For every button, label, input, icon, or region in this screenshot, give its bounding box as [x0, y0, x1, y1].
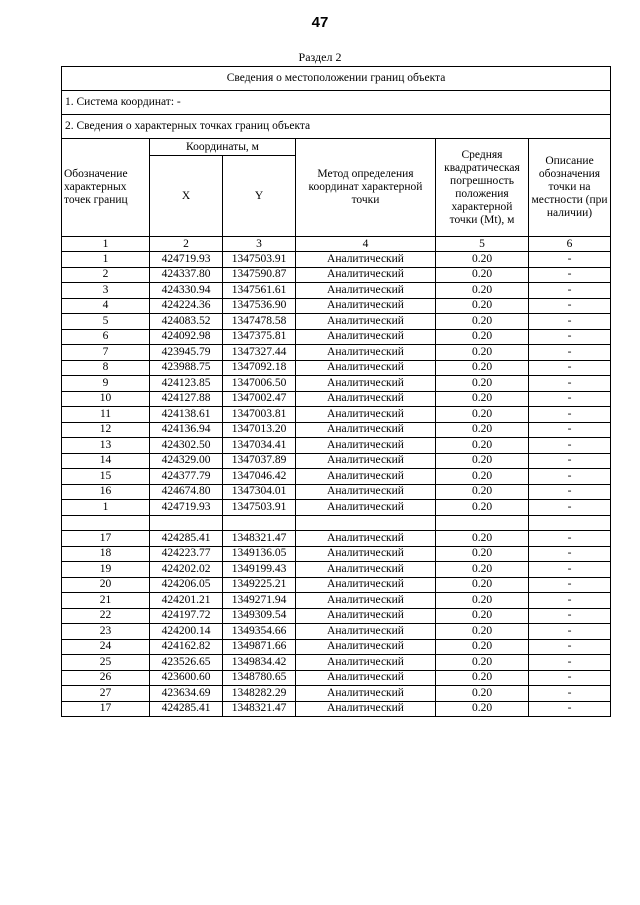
- method-cell: Аналитический: [296, 593, 436, 609]
- error-cell: 0.20: [436, 546, 529, 562]
- description-cell: -: [529, 531, 611, 547]
- y-coordinate-cell: 1348780.65: [223, 670, 296, 686]
- point-id-cell: 2: [62, 267, 150, 283]
- method-cell: Аналитический: [296, 329, 436, 345]
- error-cell: 0.20: [436, 267, 529, 283]
- error-cell: 0.20: [436, 670, 529, 686]
- column-number: 1: [62, 237, 150, 252]
- error-cell: 0.20: [436, 577, 529, 593]
- point-id-cell: 24: [62, 639, 150, 655]
- table-row: [62, 531, 611, 547]
- method-cell: Аналитический: [296, 391, 436, 407]
- y-coordinate-cell: 1347561.61: [223, 283, 296, 299]
- table-row: [62, 267, 611, 283]
- point-id-cell: 1: [62, 252, 150, 268]
- method-cell: Аналитический: [296, 577, 436, 593]
- y-coordinate-cell: 1347590.87: [223, 267, 296, 283]
- method-cell: Аналитический: [296, 422, 436, 438]
- description-cell: -: [529, 252, 611, 268]
- x-coordinate-cell: 424719.93: [150, 252, 223, 268]
- description-cell: -: [529, 577, 611, 593]
- method-cell: Аналитический: [296, 360, 436, 376]
- description-cell: -: [529, 345, 611, 361]
- error-cell: 0.20: [436, 407, 529, 423]
- method-cell: Аналитический: [296, 624, 436, 640]
- error-cell: 0.20: [436, 298, 529, 314]
- y-coordinate-cell: 1349871.66: [223, 639, 296, 655]
- header-method: Метод определения координат характерной точки: [296, 139, 436, 237]
- error-cell: 0.20: [436, 639, 529, 655]
- error-cell: 0.20: [436, 283, 529, 299]
- x-coordinate-cell: 424197.72: [150, 608, 223, 624]
- method-cell: Аналитический: [296, 267, 436, 283]
- y-coordinate-cell: 1349354.66: [223, 624, 296, 640]
- x-coordinate-cell: 424092.98: [150, 329, 223, 345]
- description-cell: -: [529, 360, 611, 376]
- method-cell: Аналитический: [296, 283, 436, 299]
- table-row: [62, 608, 611, 624]
- y-coordinate-cell: 1347006.50: [223, 376, 296, 392]
- error-cell: 0.20: [436, 469, 529, 485]
- points-caption: 2. Сведения о характерных точках границ объекта: [62, 115, 611, 139]
- point-id-cell: [62, 515, 150, 531]
- table-row: [62, 376, 611, 392]
- description-cell: -: [529, 562, 611, 578]
- table-row: [62, 252, 611, 268]
- description-cell: -: [529, 608, 611, 624]
- x-coordinate-cell: 424083.52: [150, 314, 223, 330]
- x-coordinate-cell: 424377.79: [150, 469, 223, 485]
- x-coordinate-cell: 424202.02: [150, 562, 223, 578]
- table-row: [62, 438, 611, 454]
- error-cell: 0.20: [436, 314, 529, 330]
- description-cell: -: [529, 500, 611, 516]
- y-coordinate-cell: 1347478.58: [223, 314, 296, 330]
- error-cell: 0.20: [436, 562, 529, 578]
- table-row: [62, 515, 611, 531]
- point-id-cell: 7: [62, 345, 150, 361]
- table-row: [62, 283, 611, 299]
- y-coordinate-cell: 1347375.81: [223, 329, 296, 345]
- point-id-cell: 8: [62, 360, 150, 376]
- point-id-cell: 17: [62, 701, 150, 717]
- page-number: 47: [311, 14, 329, 31]
- table-row: [62, 624, 611, 640]
- description-cell: -: [529, 376, 611, 392]
- header-mean-error: Средняя квадратическая погрешность положения характерной точки (Mt), м: [436, 139, 529, 237]
- table-row: [62, 484, 611, 500]
- header-coordinates: Координаты, м: [150, 139, 296, 156]
- error-cell: 0.20: [436, 360, 529, 376]
- table-row: [62, 655, 611, 671]
- x-coordinate-cell: 424719.93: [150, 500, 223, 516]
- method-cell: Аналитический: [296, 345, 436, 361]
- error-cell: [436, 515, 529, 531]
- description-cell: -: [529, 670, 611, 686]
- x-coordinate-cell: 424302.50: [150, 438, 223, 454]
- method-cell: Аналитический: [296, 608, 436, 624]
- method-cell: Аналитический: [296, 469, 436, 485]
- y-coordinate-cell: 1347304.01: [223, 484, 296, 500]
- point-id-cell: 15: [62, 469, 150, 485]
- y-coordinate-cell: 1348282.29: [223, 686, 296, 702]
- description-cell: -: [529, 407, 611, 423]
- table-row: [62, 407, 611, 423]
- point-id-cell: 10: [62, 391, 150, 407]
- x-coordinate-cell: 424285.41: [150, 531, 223, 547]
- error-cell: 0.20: [436, 329, 529, 345]
- boundary-table: [61, 66, 611, 717]
- x-coordinate-cell: 424162.82: [150, 639, 223, 655]
- column-number: 3: [223, 237, 296, 252]
- x-coordinate-cell: 424224.36: [150, 298, 223, 314]
- y-coordinate-cell: 1347046.42: [223, 469, 296, 485]
- method-cell: Аналитический: [296, 438, 436, 454]
- method-cell: Аналитический: [296, 453, 436, 469]
- method-cell: Аналитический: [296, 546, 436, 562]
- x-coordinate-cell: 423634.69: [150, 686, 223, 702]
- description-cell: -: [529, 624, 611, 640]
- description-cell: -: [529, 469, 611, 485]
- description-cell: -: [529, 546, 611, 562]
- description-cell: -: [529, 329, 611, 345]
- point-id-cell: 22: [62, 608, 150, 624]
- x-coordinate-cell: 424127.88: [150, 391, 223, 407]
- error-cell: 0.20: [436, 252, 529, 268]
- description-cell: -: [529, 639, 611, 655]
- x-coordinate-cell: 424329.00: [150, 453, 223, 469]
- table-row: [62, 593, 611, 609]
- description-cell: -: [529, 267, 611, 283]
- point-id-cell: 14: [62, 453, 150, 469]
- description-cell: -: [529, 283, 611, 299]
- error-cell: 0.20: [436, 701, 529, 717]
- method-cell: Аналитический: [296, 701, 436, 717]
- description-cell: -: [529, 453, 611, 469]
- point-id-cell: 23: [62, 624, 150, 640]
- header-y: Y: [223, 156, 296, 237]
- point-id-cell: 13: [62, 438, 150, 454]
- error-cell: 0.20: [436, 531, 529, 547]
- table-row: [62, 639, 611, 655]
- error-cell: 0.20: [436, 345, 529, 361]
- point-id-cell: 17: [62, 531, 150, 547]
- y-coordinate-cell: 1349834.42: [223, 655, 296, 671]
- x-coordinate-cell: 423945.79: [150, 345, 223, 361]
- point-id-cell: 20: [62, 577, 150, 593]
- method-cell: Аналитический: [296, 376, 436, 392]
- column-number: 2: [150, 237, 223, 252]
- table-row: [62, 453, 611, 469]
- table-row: [62, 314, 611, 330]
- method-cell: Аналитический: [296, 484, 436, 500]
- table-row: [62, 686, 611, 702]
- error-cell: 0.20: [436, 624, 529, 640]
- method-cell: Аналитический: [296, 314, 436, 330]
- y-coordinate-cell: 1347037.89: [223, 453, 296, 469]
- description-cell: -: [529, 438, 611, 454]
- y-coordinate-cell: 1347536.90: [223, 298, 296, 314]
- method-cell: Аналитический: [296, 639, 436, 655]
- method-cell: [296, 515, 436, 531]
- y-coordinate-cell: 1347003.81: [223, 407, 296, 423]
- point-id-cell: 5: [62, 314, 150, 330]
- x-coordinate-cell: 424223.77: [150, 546, 223, 562]
- x-coordinate-cell: 424138.61: [150, 407, 223, 423]
- y-coordinate-cell: 1347503.91: [223, 252, 296, 268]
- description-cell: -: [529, 314, 611, 330]
- column-number: 6: [529, 237, 611, 252]
- y-coordinate-cell: 1349271.94: [223, 593, 296, 609]
- table-row: [62, 298, 611, 314]
- x-coordinate-cell: 424330.94: [150, 283, 223, 299]
- column-number: 5: [436, 237, 529, 252]
- table-row: [62, 701, 611, 717]
- y-coordinate-cell: 1347327.44: [223, 345, 296, 361]
- y-coordinate-cell: 1347503.91: [223, 500, 296, 516]
- coordinate-system: 1. Система координат: -: [62, 91, 611, 115]
- method-cell: Аналитический: [296, 686, 436, 702]
- point-id-cell: 19: [62, 562, 150, 578]
- y-coordinate-cell: 1348321.47: [223, 701, 296, 717]
- point-id-cell: 9: [62, 376, 150, 392]
- y-coordinate-cell: 1347092.18: [223, 360, 296, 376]
- method-cell: Аналитический: [296, 562, 436, 578]
- table-row: [62, 329, 611, 345]
- point-id-cell: 26: [62, 670, 150, 686]
- error-cell: 0.20: [436, 438, 529, 454]
- method-cell: Аналитический: [296, 500, 436, 516]
- table-row: [62, 345, 611, 361]
- point-id-cell: 12: [62, 422, 150, 438]
- table-row: [62, 500, 611, 516]
- point-id-cell: 16: [62, 484, 150, 500]
- table-row: [62, 422, 611, 438]
- x-coordinate-cell: 424285.41: [150, 701, 223, 717]
- error-cell: 0.20: [436, 500, 529, 516]
- error-cell: 0.20: [436, 686, 529, 702]
- description-cell: -: [529, 686, 611, 702]
- point-id-cell: 18: [62, 546, 150, 562]
- description-cell: [529, 515, 611, 531]
- error-cell: 0.20: [436, 391, 529, 407]
- error-cell: 0.20: [436, 453, 529, 469]
- x-coordinate-cell: 424123.85: [150, 376, 223, 392]
- x-coordinate-cell: 424337.80: [150, 267, 223, 283]
- description-cell: -: [529, 484, 611, 500]
- header-x: X: [150, 156, 223, 237]
- table-row: [62, 577, 611, 593]
- description-cell: -: [529, 298, 611, 314]
- x-coordinate-cell: 423988.75: [150, 360, 223, 376]
- method-cell: Аналитический: [296, 655, 436, 671]
- section-label: Раздел 2: [298, 50, 342, 64]
- table-row: [62, 391, 611, 407]
- x-coordinate-cell: 424674.80: [150, 484, 223, 500]
- table-body: [62, 252, 611, 717]
- x-coordinate-cell: 424136.94: [150, 422, 223, 438]
- error-cell: 0.20: [436, 655, 529, 671]
- table-row: [62, 469, 611, 485]
- y-coordinate-cell: 1349136.05: [223, 546, 296, 562]
- point-id-cell: 11: [62, 407, 150, 423]
- point-id-cell: 27: [62, 686, 150, 702]
- y-coordinate-cell: 1349199.43: [223, 562, 296, 578]
- method-cell: Аналитический: [296, 670, 436, 686]
- error-cell: 0.20: [436, 593, 529, 609]
- method-cell: Аналитический: [296, 298, 436, 314]
- table-row: [62, 360, 611, 376]
- column-number: 4: [296, 237, 436, 252]
- point-id-cell: 25: [62, 655, 150, 671]
- error-cell: 0.20: [436, 608, 529, 624]
- error-cell: 0.20: [436, 422, 529, 438]
- x-coordinate-cell: 424201.21: [150, 593, 223, 609]
- y-coordinate-cell: 1349309.54: [223, 608, 296, 624]
- method-cell: Аналитический: [296, 407, 436, 423]
- method-cell: Аналитический: [296, 531, 436, 547]
- y-coordinate-cell: 1348321.47: [223, 531, 296, 547]
- y-coordinate-cell: [223, 515, 296, 531]
- table-title: Сведения о местоположении границ объекта: [62, 67, 611, 91]
- header-point-designation: Обозначение характерных точек границ: [62, 139, 150, 237]
- y-coordinate-cell: 1347013.20: [223, 422, 296, 438]
- point-id-cell: 1: [62, 500, 150, 516]
- y-coordinate-cell: 1347034.41: [223, 438, 296, 454]
- x-coordinate-cell: 423526.65: [150, 655, 223, 671]
- description-cell: -: [529, 593, 611, 609]
- point-id-cell: 3: [62, 283, 150, 299]
- y-coordinate-cell: 1347002.47: [223, 391, 296, 407]
- x-coordinate-cell: [150, 515, 223, 531]
- x-coordinate-cell: 424206.05: [150, 577, 223, 593]
- method-cell: Аналитический: [296, 252, 436, 268]
- point-id-cell: 21: [62, 593, 150, 609]
- error-cell: 0.20: [436, 484, 529, 500]
- point-id-cell: 4: [62, 298, 150, 314]
- header-description: Описание обозначения точки на местности (при наличии): [529, 139, 611, 237]
- x-coordinate-cell: 423600.60: [150, 670, 223, 686]
- error-cell: 0.20: [436, 376, 529, 392]
- y-coordinate-cell: 1349225.21: [223, 577, 296, 593]
- x-coordinate-cell: 424200.14: [150, 624, 223, 640]
- description-cell: -: [529, 701, 611, 717]
- table-row: [62, 546, 611, 562]
- description-cell: -: [529, 422, 611, 438]
- description-cell: -: [529, 391, 611, 407]
- description-cell: -: [529, 655, 611, 671]
- table-row: [62, 562, 611, 578]
- point-id-cell: 6: [62, 329, 150, 345]
- table-row: [62, 670, 611, 686]
